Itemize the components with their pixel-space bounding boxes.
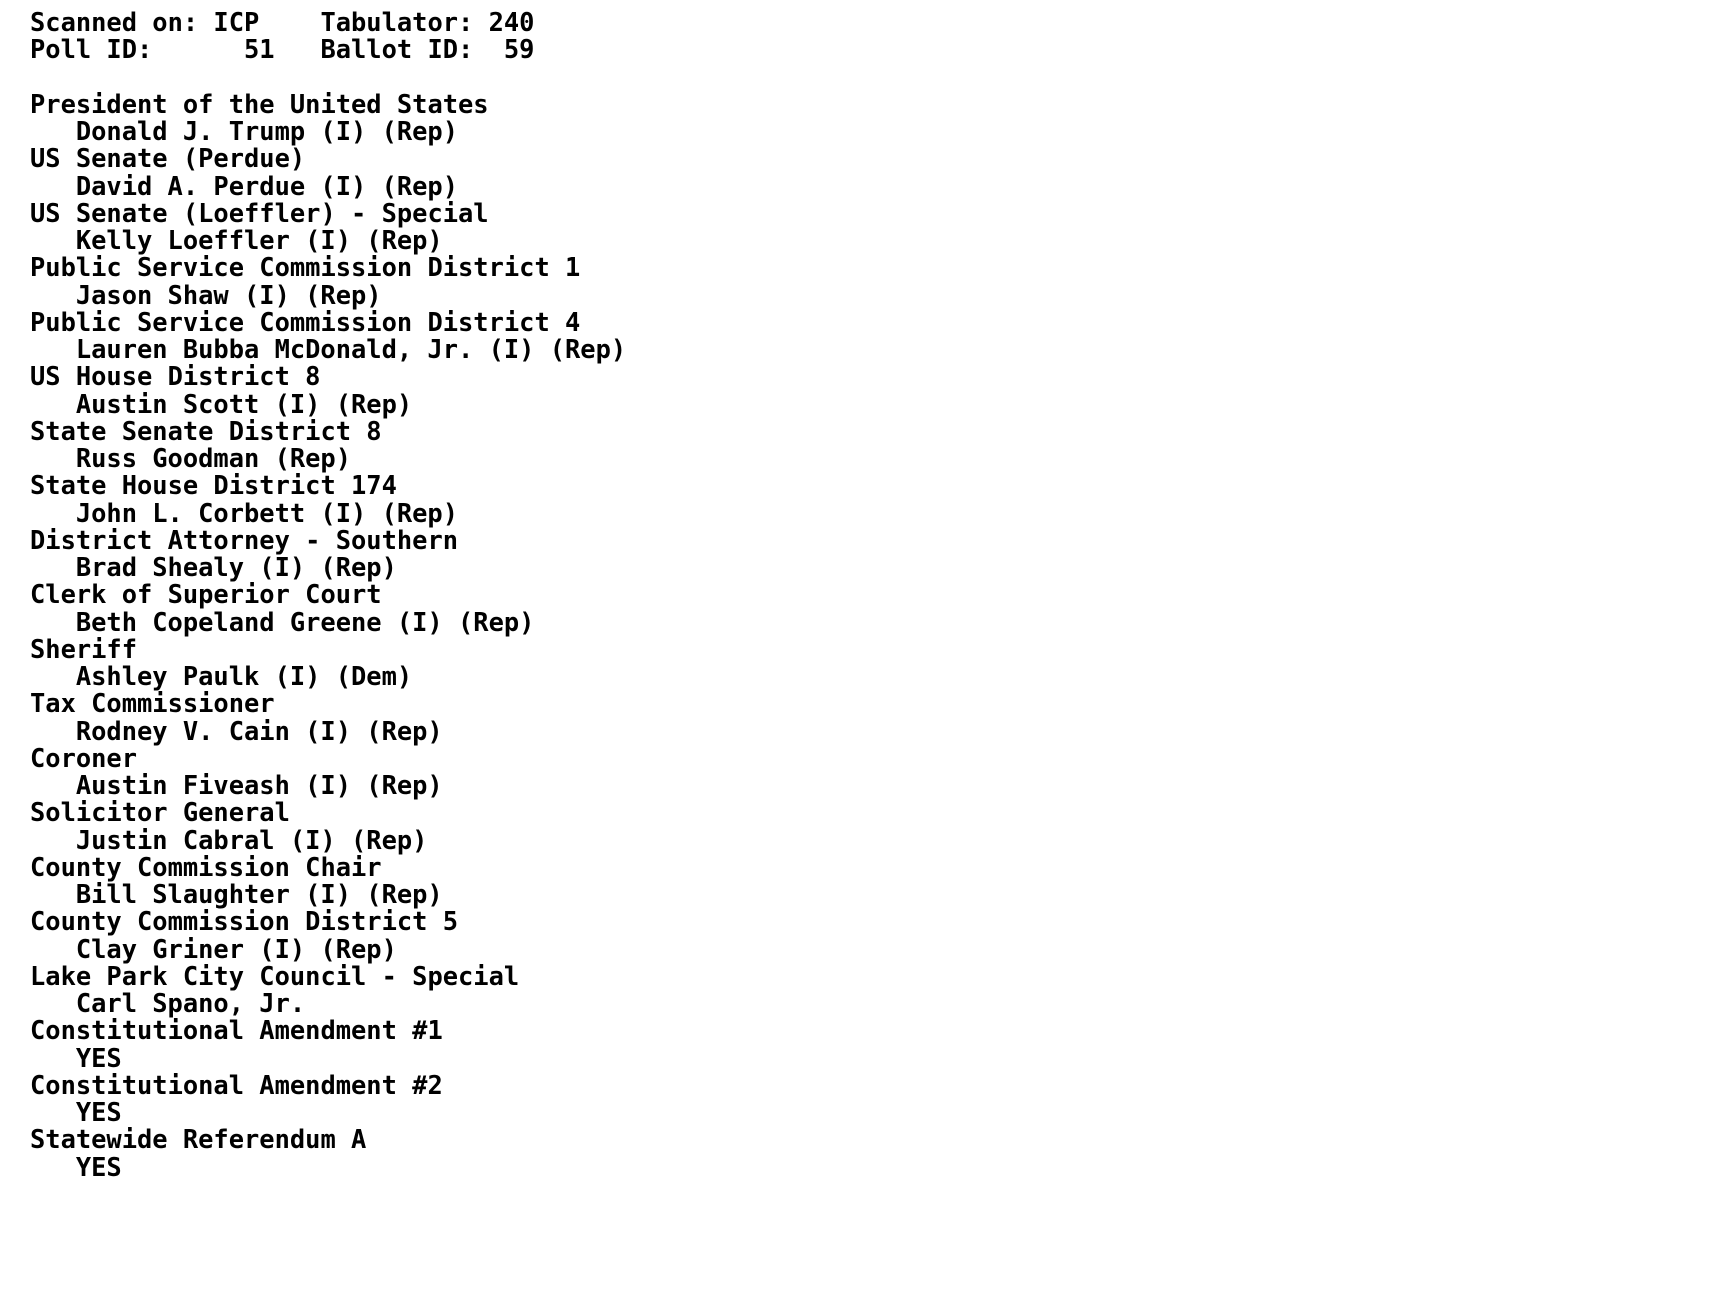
- scanned-on-value: ICP: [213, 7, 260, 37]
- contest-entry: [30, 306, 1728, 364]
- contest-title-line: [30, 690, 1728, 717]
- contest-choice-line: [30, 606, 1728, 637]
- contest-entry: [30, 851, 1728, 909]
- contest-choice-line: [30, 388, 1728, 419]
- contest-title-line: [30, 524, 1728, 555]
- tabulator-label: Tabulator:: [320, 7, 474, 37]
- contest-choice: Clay Griner (I) (Rep): [75, 933, 397, 964]
- contest-title: Coroner: [30, 742, 138, 773]
- contest-title: US Senate (Loeffler) - Special: [30, 197, 489, 228]
- contest-entry: [30, 1069, 1728, 1127]
- contest-title: District Attorney - Southern: [30, 524, 459, 555]
- contest-choice-line: [30, 715, 1728, 746]
- contest-choice: Jason Shaw (I) (Rep): [75, 279, 382, 310]
- contest-choice-line: [30, 933, 1728, 964]
- contest-title-line: [30, 145, 1728, 172]
- contest-choice-line: [30, 990, 1728, 1017]
- contest-choice: YES: [75, 1151, 122, 1182]
- contest-choice-line: [30, 772, 1728, 799]
- contest-choice-line: [30, 118, 1728, 145]
- contest-title: Public Service Commission District 1: [30, 252, 581, 283]
- contest-choice: Kelly Loeffler (I) (Rep): [75, 225, 443, 255]
- contest-entry: [30, 472, 1728, 527]
- contest-title-line: [30, 197, 1728, 228]
- contest-title-line: [30, 254, 1728, 281]
- contest-entry: [30, 960, 1728, 1018]
- header-line-ids: [30, 36, 1728, 63]
- contest-choice-line: [30, 554, 1728, 581]
- contest-entry: [30, 633, 1728, 691]
- contest-choice: Lauren Bubba McDonald, Jr. (I) (Rep): [75, 334, 627, 364]
- contest-choice: Rodney V. Cain (I) (Rep): [75, 715, 443, 746]
- contest-title-line: [30, 1017, 1728, 1044]
- contest-choice: YES: [75, 1042, 122, 1073]
- contest-title-line: [30, 799, 1728, 826]
- poll-id-label: Poll ID:: [30, 34, 153, 65]
- contest-choice-line: [30, 824, 1728, 855]
- ballot-id-label: Ballot ID:: [320, 34, 474, 65]
- contest-title: Constitutional Amendment #1: [30, 1015, 443, 1046]
- contest-choice-line: [30, 663, 1728, 690]
- contest-title-line: [30, 908, 1728, 935]
- contest-choice: Justin Cabral (I) (Rep): [75, 824, 428, 855]
- contest-title: County Commission District 5: [30, 906, 459, 937]
- contest-title-line: [30, 363, 1728, 390]
- contest-choice: Carl Spano, Jr.: [75, 988, 306, 1018]
- contest-choice: Beth Copeland Greene (I) (Rep): [75, 606, 535, 637]
- scanned-on-label: Scanned on:: [30, 7, 199, 37]
- contest-choice-line: [30, 881, 1728, 908]
- contest-title-line: [30, 415, 1728, 446]
- contest-title-line: [30, 1069, 1728, 1100]
- contest-choice: Bill Slaughter (I) (Rep): [75, 879, 443, 909]
- contest-title-line: [30, 1126, 1728, 1153]
- contest-choice: YES: [75, 1097, 122, 1127]
- contest-choice: Donald J. Trump (I) (Rep): [75, 116, 459, 146]
- contest-title: Tax Commissioner: [30, 688, 275, 719]
- contest-entry: [30, 197, 1728, 255]
- tabulator-value: 240: [488, 7, 535, 37]
- contest-title: US House District 8: [30, 361, 321, 392]
- contest-title: State House District 174: [30, 470, 397, 501]
- contest-entry: [30, 363, 1728, 418]
- contest-entry: [30, 1017, 1728, 1072]
- contest-choice-line: [30, 336, 1728, 363]
- contest-choice: David A. Perdue (I) (Rep): [75, 170, 459, 201]
- contest-list: [30, 88, 1728, 1182]
- contest-choice-line: [30, 497, 1728, 528]
- contest-title-line: [30, 306, 1728, 337]
- contest-title-line: [30, 742, 1728, 773]
- contest-choice-line: [30, 1151, 1728, 1182]
- contest-title: Solicitor General: [30, 797, 290, 828]
- contest-title-line: [30, 472, 1728, 499]
- contest-title-line: [30, 960, 1728, 991]
- contest-entry: [30, 690, 1728, 745]
- contest-title: US Senate (Perdue): [30, 143, 306, 174]
- contest-title: Clerk of Superior Court: [30, 579, 382, 610]
- contest-entry: [30, 742, 1728, 800]
- contest-entry: [30, 581, 1728, 636]
- contest-choice: John L. Corbett (I) (Rep): [75, 497, 459, 528]
- contest-choice: Austin Scott (I) (Rep): [75, 388, 413, 419]
- contest-title-line: [30, 581, 1728, 608]
- contest-title-line: [30, 633, 1728, 664]
- contest-choice-line: [30, 170, 1728, 201]
- ballot-id-value: 59: [503, 34, 535, 65]
- contest-choice: Brad Shealy (I) (Rep): [75, 552, 397, 582]
- contest-entry: [30, 1126, 1728, 1181]
- poll-id-value: 51: [244, 34, 275, 65]
- contest-title-line: [30, 851, 1728, 882]
- contest-entry: [30, 415, 1728, 473]
- contest-entry: [30, 524, 1728, 582]
- contest-title: County Commission Chair: [30, 851, 382, 882]
- contest-title: President of the United States: [30, 88, 489, 119]
- contest-choice: Austin Fiveash (I) (Rep): [75, 770, 443, 800]
- contest-title-line: [30, 88, 1728, 119]
- contest-title: Lake Park City Council - Special: [30, 960, 520, 991]
- contest-choice: Russ Goodman (Rep): [75, 443, 351, 473]
- contest-choice-line: [30, 279, 1728, 310]
- contest-choice-line: [30, 227, 1728, 254]
- contest-entry: [30, 254, 1728, 309]
- header-line-scanner: [30, 9, 1728, 36]
- contest-choice-line: [30, 1099, 1728, 1126]
- contest-title: Statewide Referendum A: [30, 1124, 367, 1155]
- contest-choice-line: [30, 445, 1728, 472]
- blank-line: [30, 64, 1728, 91]
- contest-title: State Senate District 8: [30, 415, 382, 446]
- contest-entry: [30, 88, 1728, 146]
- contest-entry: [30, 799, 1728, 854]
- contest-choice: Ashley Paulk (I) (Dem): [75, 661, 413, 691]
- contest-title: Constitutional Amendment #2: [30, 1069, 443, 1100]
- contest-entry: [30, 908, 1728, 963]
- contest-title: Sheriff: [30, 633, 138, 664]
- contest-entry: [30, 145, 1728, 200]
- contest-title: Public Service Commission District 4: [30, 306, 581, 337]
- contest-choice-line: [30, 1042, 1728, 1073]
